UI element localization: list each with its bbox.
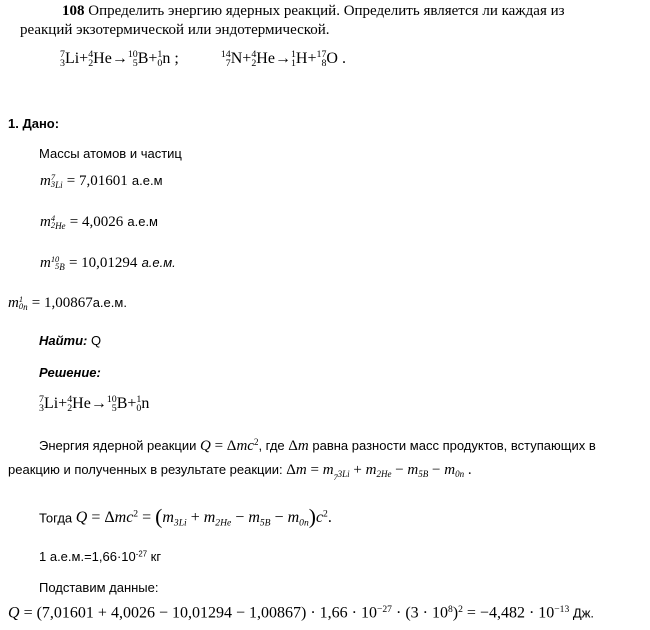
energy-line-1: Энергия ядерной реакции Q = Δmc$^2$, где Δm равна разности масс продуктов, вступающих в	[39, 437, 596, 454]
nuclide-n14: 14 7 N	[220, 49, 243, 70]
final-calculation: $Q = (7,01601 + 4,0026 - 10,01294 - 1,00867) \cdot 1,66 \cdot 10^{-27} \cdot (3 \cdot 10^8)^2 = -4,482 \cdot 10^{-13}$ Дж.	[8, 604, 595, 622]
nuclide-li: 7 3 Li	[60, 49, 80, 70]
energy-line-2: реакцию и полученных в результате реакции: $\Delta m = m_{_73Li} + m_{2He} - m_{5B} - m_{0n}$ .	[8, 462, 472, 482]
mass-li: m 7 3 $_{Li}$ = 7,01601 а.е.м	[40, 171, 163, 191]
substitute-label: Подставим данные:	[39, 580, 159, 595]
nuclide-h: 1 1 H	[290, 49, 308, 70]
solution-reaction: 7 3 Li+ 4 2 He→ 10 5 B+ 1 0 n	[39, 394, 150, 415]
amu-line: 1 $а.е.м.=1,66\cdot 10^{-27}$ кг	[39, 549, 162, 564]
nuclide-o: 17 8 O	[316, 49, 338, 70]
nuclide-he: 4 2 He	[88, 49, 112, 70]
find-line: Найти: Q	[39, 333, 102, 348]
mass-n: m 1 0 $_n$ = 1,00867а.е.м.	[8, 293, 127, 313]
mass-b: m 10 5 $_B$ = 10,01294 а.е.м.	[40, 253, 176, 273]
problem-line-2: реакций экзотермической или эндотермической.	[20, 22, 330, 38]
problem-number: 108	[62, 3, 85, 19]
problem-text-1: Определить энергию ядерных реакций. Определить является ли каждая из	[88, 3, 565, 19]
mass-he: m 4 2 $_{He}$ = 4,0026 а.е.м	[40, 212, 158, 232]
given-heading: 1. Дано:	[8, 116, 60, 131]
problem-line-1	[62, 3, 565, 20]
masses-label: Массы атомов и частиц	[39, 146, 182, 161]
then-line: Тогда $Q = \Delta mc^2 = (m_{3Li} + m_{2He} - m_{5B} - m_{0n})c^2$.	[39, 505, 332, 529]
reaction-equations: 7 3 Li+ 4 2 He→ 10 5 B+ 1 0 n ; 14 7 N+ 4 2 He→ 1 1 H+ 17 8 O .	[60, 49, 346, 70]
nuclide-b: 10 5 B	[127, 49, 149, 70]
nuclide-he-2: 4 2 He	[251, 49, 275, 70]
solution-heading: Решение:	[39, 365, 101, 380]
nuclide-n: 1 0 n	[157, 49, 171, 70]
